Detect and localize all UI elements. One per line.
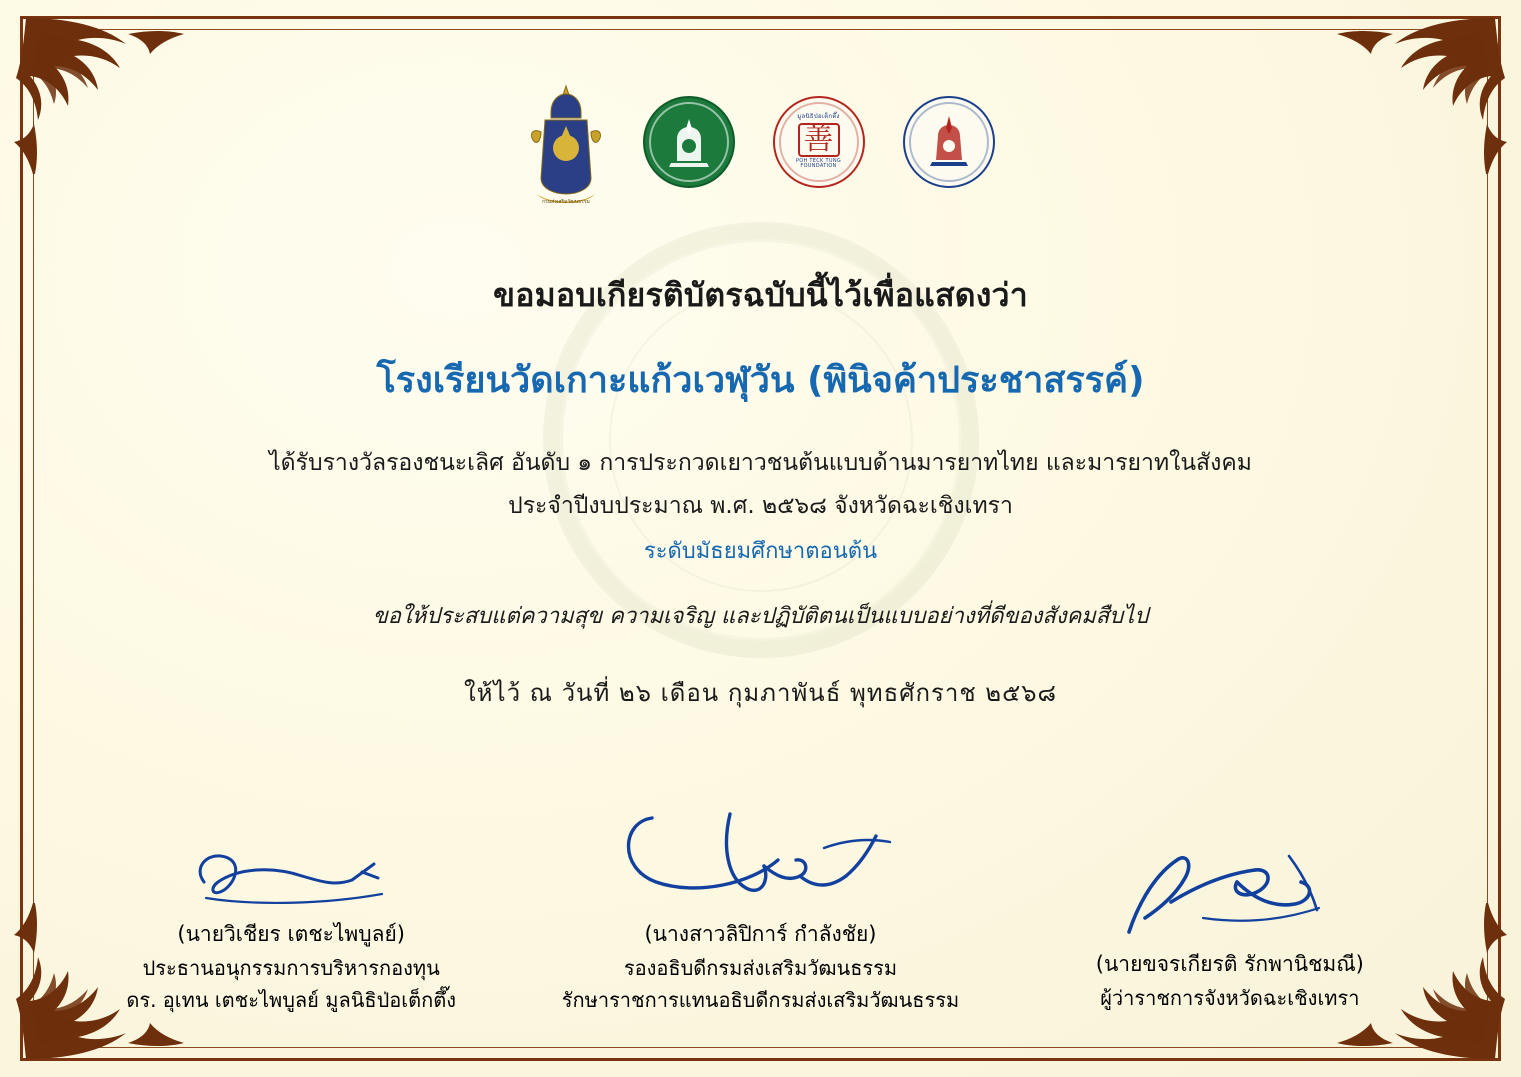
royal-thai-emblem-icon [527,82,605,210]
award-line-2: ประจำปีงบประมาณ พ.ศ. ๒๕๖๘ จังหวัดฉะเชิงเทรา [508,492,1013,519]
red-chinese-charity-seal-icon: มูลนิธิป่อเต็กตึ๊ง 善 POH TECK TUNG FOUNDATION [773,82,865,188]
certificate-body [90,270,1431,712]
signature-right-name: (นายขจรเกียรติ รักพานิชมณี) [1095,952,1364,976]
signature-block-left [60,820,522,1015]
signature-center-name: (นางสาวลิปิการ์ กำลังชัย) [644,922,877,946]
award-line-1: ได้รับรางวัลรองชนะเลิศ อันดับ ๑ การประกวดเยาวชนต้นแบบด้านมารยาทไทย และมารยาทในสังคม [269,450,1252,476]
svg-text:กรมส่งเสริมวัฒนธรรม: กรมส่งเสริมวัฒนธรรม [541,199,590,205]
signature-right-role-1: ผู้ว่าราชการจังหวัดฉะเชิงเทรา [1100,986,1360,1010]
signature-block-center [522,820,998,1015]
chachoengsao-province-seal-icon [903,82,995,188]
signature-left-mark [60,820,522,916]
signature-right-mark [999,850,1461,946]
headline-text: ขอมอบเกียรติบัตรฉบับนี้ไว้เพื่อแสดงว่า [493,276,1028,314]
award-level: ระดับมัธยมศึกษาตอนต้น [643,539,878,565]
signature-left-name: (นายวิเชียร เตชะไพบูลย์) [177,922,405,946]
signature-center-mark [522,820,998,916]
issue-date: ให้ไว้ ณ วันที่ ๒๖ เดือน กุมภาพันธ์ พุทธศักราช ๒๕๖๘ [463,679,1058,708]
recipient-name: โรงเรียนวัดเกาะแก้วเวฬุวัน (พินิจค้าประชาสรรค์) [376,360,1145,401]
signature-center-role-1: รองอธิบดีกรมส่งเสริมวัฒนธรรม [623,956,898,980]
emblem-row [0,82,1521,210]
signature-left-role-1: ประธานอนุกรรมการบริหารกองทุน [142,956,440,980]
wish-text: ขอให้ประสบแต่ความสุข ความเจริญ และปฏิบัติตนเป็นแบบอย่างที่ดีของสังคมสืบไป [372,604,1149,630]
signature-center-role-2: รักษาราชการแทนอธิบดีกรมส่งเสริมวัฒนธรรม [561,988,960,1012]
signature-row [60,820,1461,1015]
signature-left-role-2: ดร. อุเทน เตชะไพบูลย์ มูลนิธิป่อเต็กตึ๊ง [126,988,456,1012]
green-circular-seal-icon [643,82,735,188]
signature-block-right [999,850,1461,1015]
